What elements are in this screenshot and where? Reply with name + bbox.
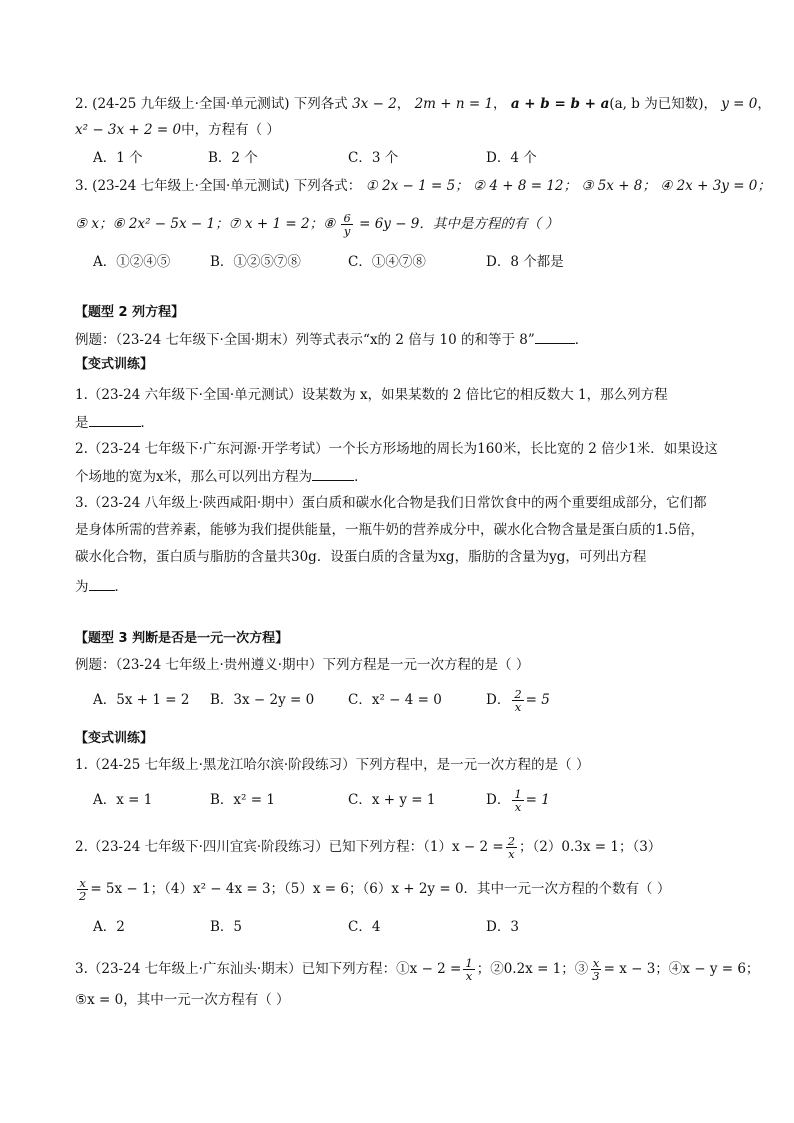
frac-num: 1: [465, 956, 473, 970]
q2-expr-1: 3x − 2: [352, 96, 397, 112]
q2-option-b: B．2 个: [208, 150, 258, 166]
sec2-bianshi-label: 【变式训练】: [75, 357, 154, 372]
q2-line2: [75, 120, 280, 140]
sec2-p3-line2: 是身体所需的营养素，能够为我们提供能量，一瓶牛奶的营养成分中，碳水化合物含量是蛋白质的1.5倍，: [75, 522, 704, 538]
q3-option-c: C．①④⑦⑧: [348, 254, 426, 270]
frac-den: x: [514, 700, 522, 714]
q2-option-a: A．1 个: [93, 150, 143, 166]
sec3-v2-frac-2: [77, 877, 88, 902]
frac-den: x: [514, 800, 522, 814]
q3-question: = 6y − 9．其中是方程的有（ ）: [359, 216, 559, 232]
sec3-v3-frac-2: [590, 957, 601, 982]
answer-blank: [312, 466, 354, 481]
q3-line1: [75, 176, 771, 196]
answer-blank: [535, 329, 575, 344]
sec3-v1-option-c: C．x + y = 1: [348, 792, 436, 808]
sec2-p3-line3: 碳水化合物，蛋白质与脂肪的含量共30g．设蛋白质的含量为xg，脂肪的含量为yg，可列出方程: [75, 549, 647, 565]
sec3-v1-d-tail: = 1: [525, 792, 550, 808]
sec3-v2-tail: ；（2）0.3x = 1；（3）: [519, 839, 662, 855]
q2-expr-5: x² − 3x + 2 = 0: [75, 122, 182, 138]
sec3-v1-option-a: A．x = 1: [93, 792, 153, 808]
frac-num: x: [79, 876, 86, 890]
q3-item-4: ④ 2x + 3y = 0；: [660, 178, 771, 194]
sec2-p1-text: 是: [75, 415, 89, 431]
sec3-v2-option-a: A．2: [93, 919, 125, 935]
sec3-v2-option-c: C．4: [348, 919, 381, 935]
sec2-p2-line1: 2.（23-24 七年级下·广东河源·开学考试）一个长方形场地的周长为160米，长比宽的 2 倍少1米．如果设这: [75, 441, 718, 457]
sec2-p3-line1: 3.（23-24 八年级上·陕西咸阳·期中）蛋白质和碳水化合物是我们日常饮食中的两个重要组成部分，它们都: [75, 495, 707, 511]
sec3-v3-line1: [75, 954, 759, 984]
sec3-v3-line2: ⑤x = 0，其中一元一次方程有（ ）: [75, 992, 290, 1008]
q3-item-1: ① 2x − 1 = 5；: [365, 178, 469, 194]
sec2-p1-line2: 是 ．: [75, 412, 154, 433]
q2-stem: 2. (24-25 九年级上·全国·单元测试) 下列各式: [75, 96, 348, 112]
sec3-ex-option-a: A．5x + 1 = 2: [93, 692, 190, 708]
q3-option-b: B．①②⑤⑦⑧: [210, 254, 301, 270]
sec2-p2-line2: 个场地的宽为x米，那么可以列出方程为 ．: [75, 466, 368, 487]
q3-option-d: D．8 个都是: [486, 254, 564, 270]
q2-line1: 2. (24-25 九年级上·全国·单元测试) 下列各式 3x − 2， 2m + n = 1， a + b = b + a(a, b 为已知数)， y = 0，: [75, 96, 771, 112]
sec3-v3-mid: ；②0.2x = 1；③: [476, 961, 589, 977]
answer-blank: [89, 576, 115, 591]
section-3-title: 【题型 3 判断是否是一元一次方程】: [75, 631, 289, 646]
q3-frac-den: y: [343, 224, 351, 238]
sec3-v2-line2: [75, 874, 670, 904]
sec3-v2-option-b: B．5: [210, 919, 243, 935]
sec3-ex-d-fraction: [512, 688, 523, 713]
sec3-v2-stem: 2.（23-24 七年级下·四川宜宾·阶段练习）已知下列方程：（1）x − 2 =: [75, 839, 504, 855]
sec2-p2-text: 个场地的宽为x米，那么可以列出方程为: [75, 469, 313, 485]
frac-num: 1: [514, 787, 522, 801]
sec3-ex-d-tail: = 5: [525, 692, 550, 708]
sec3-ex-option-c: C．x² − 4 = 0: [348, 692, 442, 708]
q3-item-2: ② 4 + 8 = 12；: [472, 178, 578, 194]
sec3-v1-option-d: [486, 784, 550, 816]
sec3-v1-option-d-label: D．: [486, 792, 511, 808]
frac-num: 2: [507, 834, 516, 848]
sec3-v3-stem: 3.（23-24 七年级上·广东汕头·期末）已知下列方程：①x − 2 =: [75, 961, 462, 977]
frac-den: x: [508, 847, 515, 861]
sec3-ex-option-d-label: D．: [486, 692, 511, 708]
sec3-v2-question: = 5x − 1；（4）x² − 4x = 3；（5）x = 6；（6）x + 2y = 0．其中一元一次方程的个数有（ ）: [90, 881, 671, 897]
q2-expr-3: a + b = b + a: [510, 96, 610, 112]
q2-option-c: C．3 个: [348, 150, 399, 166]
q2-expr-4: y = 0: [721, 96, 758, 112]
frac-den: 2: [79, 889, 87, 903]
sec3-v2-line1: [75, 832, 661, 862]
sec2-p1-line1: 1.（23-24 六年级下·全国·单元测试）设某数为 x，如果某数的 2 倍比它的相反数大 1，那么列方程: [75, 387, 668, 403]
q3-line2: [75, 210, 559, 238]
sec3-v3-tail: = x − 3；④x − y = 6；: [603, 961, 760, 977]
q2-question: 中，方程有（ ）: [181, 122, 280, 138]
sec3-v1-option-b: B．x² = 1: [210, 792, 275, 808]
sec3-v2-option-d: D．3: [486, 919, 519, 935]
sec3-v3-frac-1: [463, 957, 474, 982]
sec2-p3-line4: 为 ．: [75, 576, 128, 597]
q3-items-5-8: ⑤ x；⑥ 2x² − 5x − 1；⑦ x + 1 = 2；⑧: [75, 216, 336, 232]
sec3-ex-option-d: [486, 684, 550, 716]
sec3-v1: 1.（24-25 七年级上·黑龙江哈尔滨·阶段练习）下列方程中，是一元一次方程的是（ ）: [75, 757, 590, 773]
sec3-v2-frac-1: [506, 835, 517, 860]
frac-den: 3: [592, 969, 600, 983]
q3-frac-num: 6: [343, 211, 351, 225]
q2-note: (a, b 为已知数): [609, 96, 704, 112]
frac-den: x: [465, 969, 473, 983]
q2-expr-2: 2m + n = 1: [414, 96, 494, 112]
sec3-example: 例题：（23-24 七年级上·贵州遵义·期中）下列方程是一元一次方程的是（ ）: [75, 657, 530, 673]
sec3-bianshi-label: 【变式训练】: [75, 731, 154, 746]
q3-item-3: ③ 5x + 8；: [581, 178, 656, 194]
sec2-p3-text: 为: [75, 579, 89, 595]
q3-stem: 3. (23-24 七年级上·全国·单元测试) 下列各式：: [75, 178, 362, 194]
sec3-v1-d-fraction: [512, 788, 523, 813]
q3-option-a: A．①②④⑤: [93, 254, 171, 270]
frac-num: 2: [514, 687, 522, 701]
q2-option-d: D．4 个: [486, 150, 537, 166]
sec2-example: 例题：（23-24 七年级下·全国·期末）列等式表示“x的 2 倍与 10 的和等于 8” ．: [75, 329, 588, 350]
section-2-title: 【题型 2 列方程】: [75, 305, 185, 320]
sec3-ex-option-b: B．3x − 2y = 0: [210, 692, 315, 708]
sec2-example-text: 例题：（23-24 七年级下·全国·期末）列等式表示“x的 2 倍与 10 的和等于 8”: [75, 332, 535, 348]
q3-fraction: [341, 212, 352, 237]
answer-blank: [89, 412, 141, 427]
frac-num: x: [592, 956, 600, 970]
